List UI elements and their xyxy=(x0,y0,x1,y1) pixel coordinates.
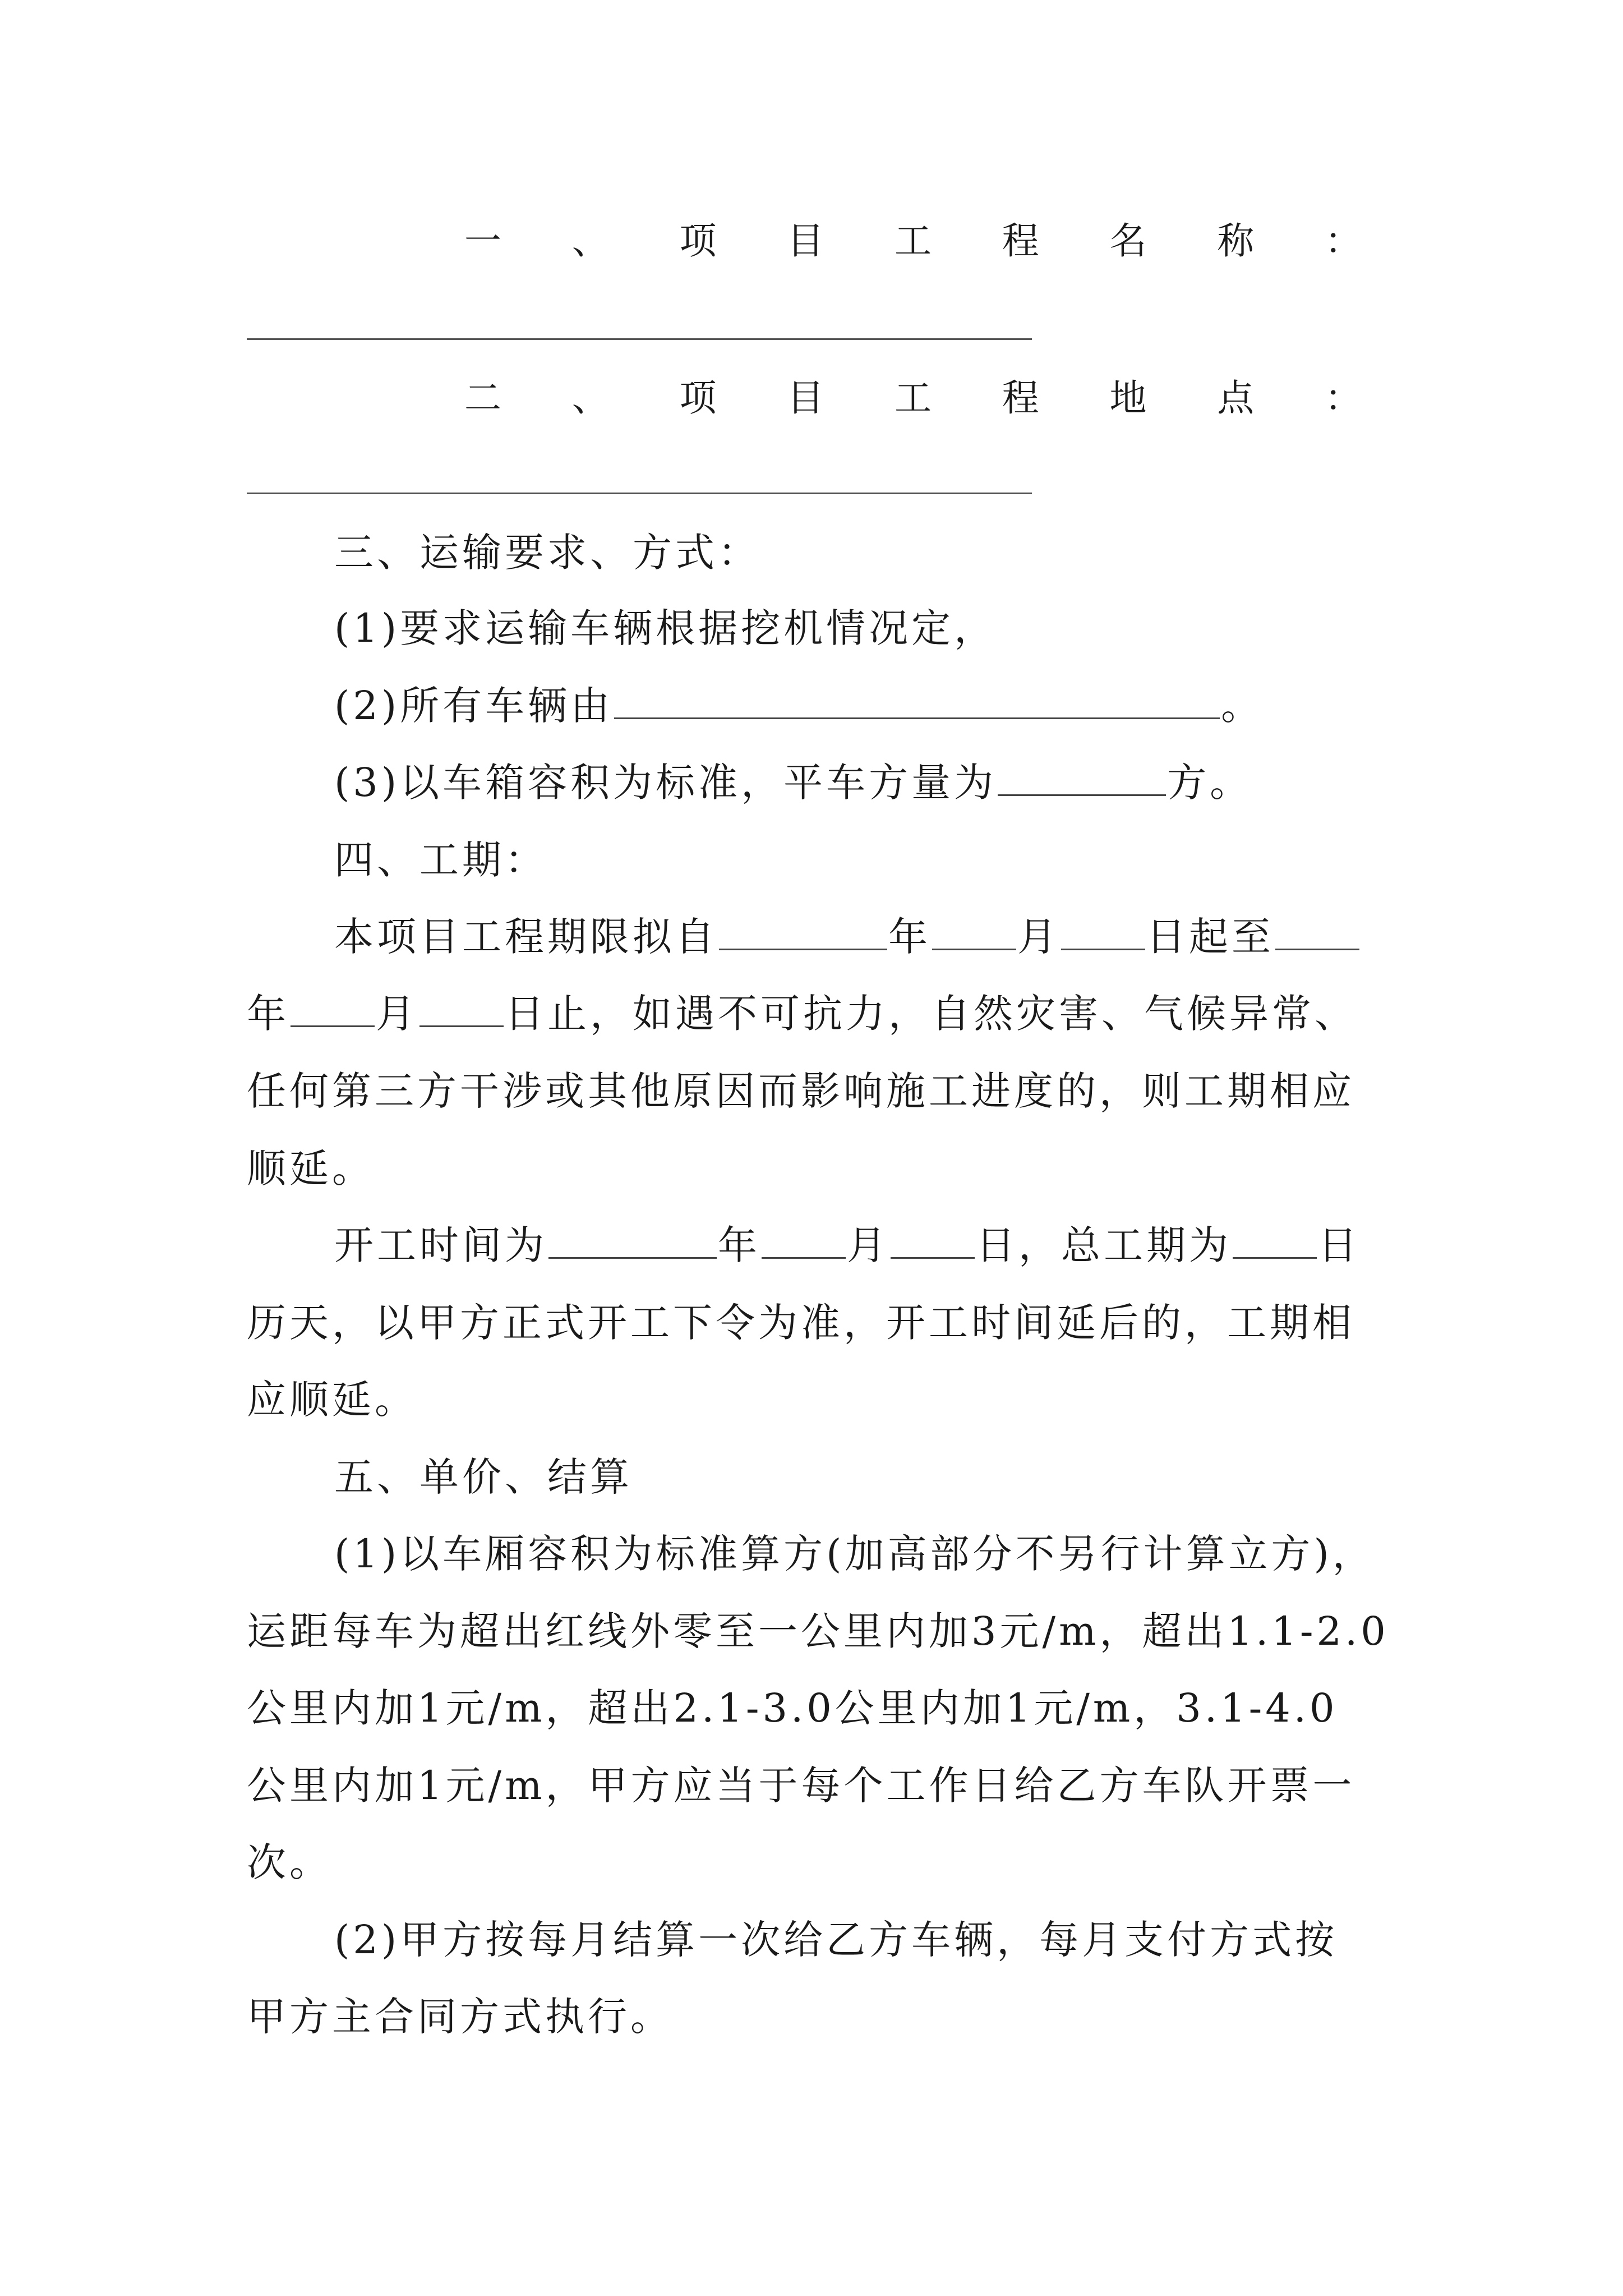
paragraph-line: 公里内加1元/m，超出2.1-3.0公里内加1元/m，3.1-4.0 xyxy=(247,1685,1338,1731)
section-4-title: 四、工期： xyxy=(334,837,547,883)
char: 目 xyxy=(787,219,824,263)
char: 地 xyxy=(1109,376,1147,420)
text: 日 xyxy=(1318,1222,1361,1268)
text: 日起至 xyxy=(1146,914,1274,960)
paragraph-line: 任何第三方干涉或其他原因而影响施工进度的，则工期相应 xyxy=(247,1068,1355,1114)
char: 点 xyxy=(1217,376,1255,420)
char: 工 xyxy=(895,219,932,263)
text: (3)以车箱容积为标准，平车方量为 xyxy=(334,760,997,806)
char: 名 xyxy=(1109,219,1147,263)
char: ： xyxy=(1325,219,1362,263)
paragraph-line: 应顺延。 xyxy=(247,1377,417,1423)
section-3-item-2 xyxy=(334,675,1264,737)
paragraph-line: 公里内加1元/m，甲方应当于每个工作日给乙方车队开票一 xyxy=(247,1763,1355,1809)
blank-field xyxy=(291,992,375,1027)
paragraph-line: 历天，以甲方正式开工下令为准，开工时间延后的，工期相 xyxy=(247,1300,1355,1346)
blank-field xyxy=(548,1223,717,1259)
paragraph-line: 甲方主合同方式执行。 xyxy=(247,1994,673,2040)
char: 项 xyxy=(679,219,717,263)
char: 称 xyxy=(1217,219,1255,263)
section-5-title: 五、单价、结算 xyxy=(334,1454,633,1500)
paragraph-line: 运距每车为超出红线外零至一公里内加3元/m，超出1.1-2.0 xyxy=(247,1608,1389,1654)
blank-field xyxy=(1275,915,1359,950)
text: 月 xyxy=(1017,914,1060,960)
text: 本项目工程期限拟自 xyxy=(334,914,718,960)
text: 开工时间为 xyxy=(334,1222,547,1268)
char: 程 xyxy=(1002,376,1039,420)
char: ： xyxy=(1325,376,1362,420)
char: 目 xyxy=(787,376,824,420)
section-3-title: 三、运输要求、方式： xyxy=(334,530,760,576)
blank-field xyxy=(932,915,1016,950)
char: 、 xyxy=(571,376,609,420)
section-3-item-1: (1)要求运输车辆根据挖机情况定， xyxy=(334,605,997,651)
blank-field xyxy=(998,761,1166,796)
char: 程 xyxy=(1002,219,1039,263)
fill-in-line xyxy=(247,493,1032,494)
text: 日止，如遇不可抗力，自然灾害、气候异常、 xyxy=(505,991,1357,1037)
paragraph-line: (2)甲方按每月结算一次给乙方车辆，每月支付方式按 xyxy=(334,1917,1338,1963)
blank-field xyxy=(419,992,504,1027)
fill-in-line xyxy=(247,338,1032,340)
text: 日，总工期为 xyxy=(976,1222,1232,1268)
paragraph-line: (1)以车厢容积为标准算方(加高部分不另行计算立方)， xyxy=(334,1531,1375,1577)
char: 项 xyxy=(679,376,717,420)
char: 工 xyxy=(895,376,932,420)
text: 月 xyxy=(847,1222,889,1268)
section-3-item-3 xyxy=(334,752,1252,813)
text: 月 xyxy=(376,991,418,1037)
paragraph-line xyxy=(247,983,1357,1045)
paragraph-line xyxy=(334,906,1361,968)
text: 。 xyxy=(1221,683,1264,729)
blank-field xyxy=(719,915,887,950)
text: 年 xyxy=(247,991,289,1037)
text: 方。 xyxy=(1167,760,1253,806)
char: 二 xyxy=(464,376,501,420)
blank-field xyxy=(762,1223,846,1259)
blank-field xyxy=(1233,1223,1317,1259)
char: 一 xyxy=(464,219,501,263)
blank-field xyxy=(1061,915,1145,950)
blank-field xyxy=(891,1223,975,1259)
text: 年 xyxy=(718,1222,760,1268)
blank-field xyxy=(614,684,1220,719)
char: 、 xyxy=(571,219,609,263)
text: 年 xyxy=(888,914,931,960)
section-1-heading xyxy=(464,213,1362,269)
section-2-heading xyxy=(464,370,1362,426)
paragraph-line: 次。 xyxy=(247,1839,332,1885)
text: (2)所有车辆由 xyxy=(334,683,614,729)
paragraph-line xyxy=(334,1214,1361,1276)
paragraph-line: 顺延。 xyxy=(247,1145,375,1191)
